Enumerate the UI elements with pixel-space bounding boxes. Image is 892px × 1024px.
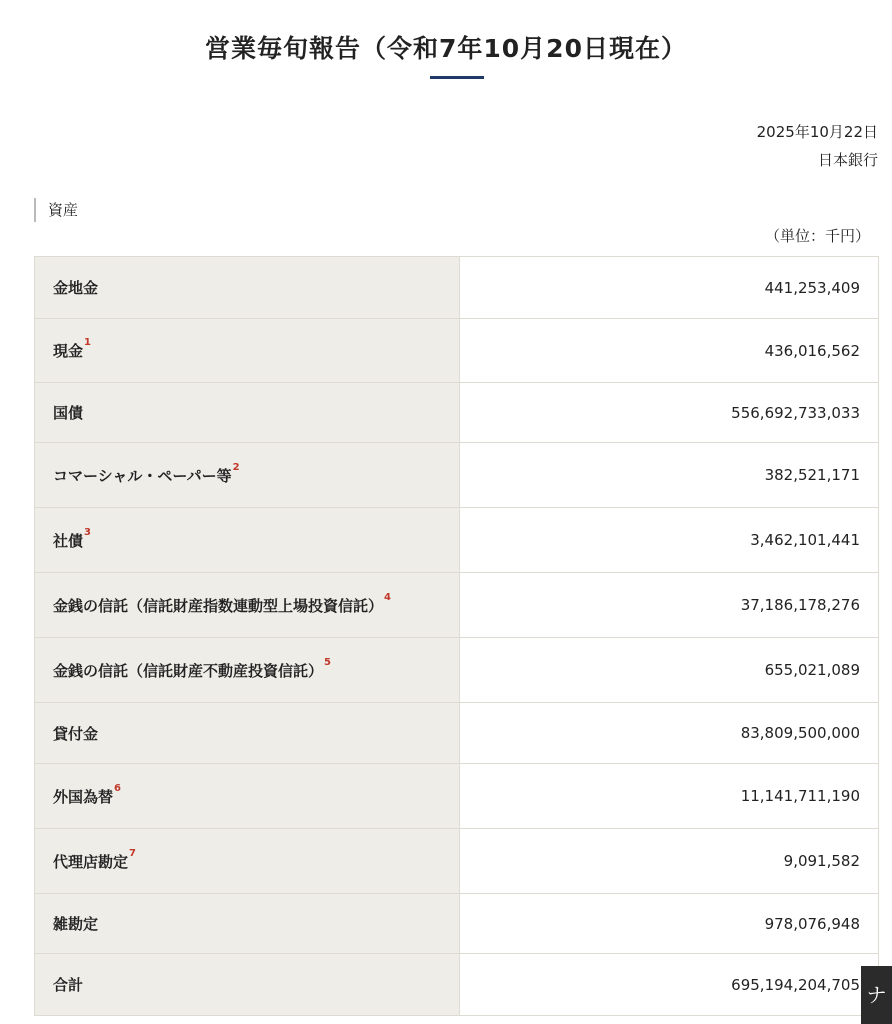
table-row: [35, 508, 879, 573]
table-row: [35, 443, 879, 508]
footnote-marker[interactable]: 4: [384, 591, 391, 603]
row-label-text: 現金: [53, 342, 84, 360]
table-row: [35, 383, 879, 443]
title-underline: [430, 76, 484, 79]
table-row: [35, 764, 879, 829]
row-label: [35, 257, 460, 319]
row-value: 3,462,101,441: [460, 508, 879, 573]
issue-date: 2025年10月22日: [756, 123, 878, 141]
row-label: [35, 764, 460, 829]
row-value: 655,021,089: [460, 638, 879, 703]
row-label: [35, 703, 460, 764]
row-label: [35, 319, 460, 383]
row-label: [35, 508, 460, 573]
row-label: [35, 573, 460, 638]
table-row: [35, 573, 879, 638]
row-value: 382,521,171: [460, 443, 879, 508]
row-label-text: 合計: [53, 976, 84, 994]
table-row: [35, 638, 879, 703]
footnote-marker[interactable]: 3: [84, 526, 91, 538]
table-row: [35, 319, 879, 383]
row-label: [35, 954, 460, 1016]
table-row-total: [35, 954, 879, 1016]
row-value: 436,016,562: [460, 319, 879, 383]
table-row: [35, 894, 879, 954]
issuer-name: 日本銀行: [817, 151, 878, 169]
table-row: [35, 829, 879, 894]
footnote-marker[interactable]: 2: [232, 461, 240, 473]
row-label-text: 雑勘定: [53, 915, 99, 933]
footnote-marker[interactable]: 6: [114, 782, 121, 794]
issue-info: [757, 118, 878, 174]
page-title: 営業毎旬報告（令和7年10月20日現在）: [205, 33, 687, 63]
row-label: [35, 443, 460, 508]
row-label-text: 社債: [53, 531, 84, 550]
row-value: 695,194,204,705: [460, 954, 879, 1016]
row-label: [35, 894, 460, 954]
row-label-text: 金銭の信託（信託財産指数連動型上場投資信託）: [53, 596, 384, 615]
footnote-marker[interactable]: 7: [129, 847, 136, 859]
row-label-text: 貸付金: [53, 724, 99, 743]
row-label-text: 代理店勘定: [53, 852, 129, 871]
assets-table: [34, 256, 879, 1016]
row-label: [35, 829, 460, 894]
row-value: 83,809,500,000: [460, 703, 879, 764]
row-label-text: コマーシャル・ペーパー等: [53, 466, 232, 485]
table-row: [35, 257, 879, 319]
row-label: [35, 638, 460, 703]
row-value: 978,076,948: [460, 894, 879, 954]
row-label-text: 外国為替: [53, 787, 114, 806]
row-value: 556,692,733,033: [460, 383, 879, 443]
row-value: 441,253,409: [460, 257, 879, 319]
footnote-marker[interactable]: 5: [324, 656, 331, 668]
row-label-text: 金銭の信託（信託財産不動産投資信託）: [53, 661, 324, 680]
row-label-text: 国債: [53, 404, 84, 422]
row-value: 37,186,178,276: [460, 573, 879, 638]
row-label-text: 金地金: [53, 279, 99, 297]
row-value: 11,141,711,190: [460, 764, 879, 829]
unit-note: （単位：千円）: [764, 227, 870, 245]
section-heading-assets: 資産: [34, 198, 78, 222]
footnote-marker[interactable]: 1: [84, 337, 91, 348]
table-row: [35, 703, 879, 764]
row-value: 9,091,582: [460, 829, 879, 894]
floating-menu-button[interactable]: ナ: [861, 966, 892, 1024]
row-label: [35, 383, 460, 443]
